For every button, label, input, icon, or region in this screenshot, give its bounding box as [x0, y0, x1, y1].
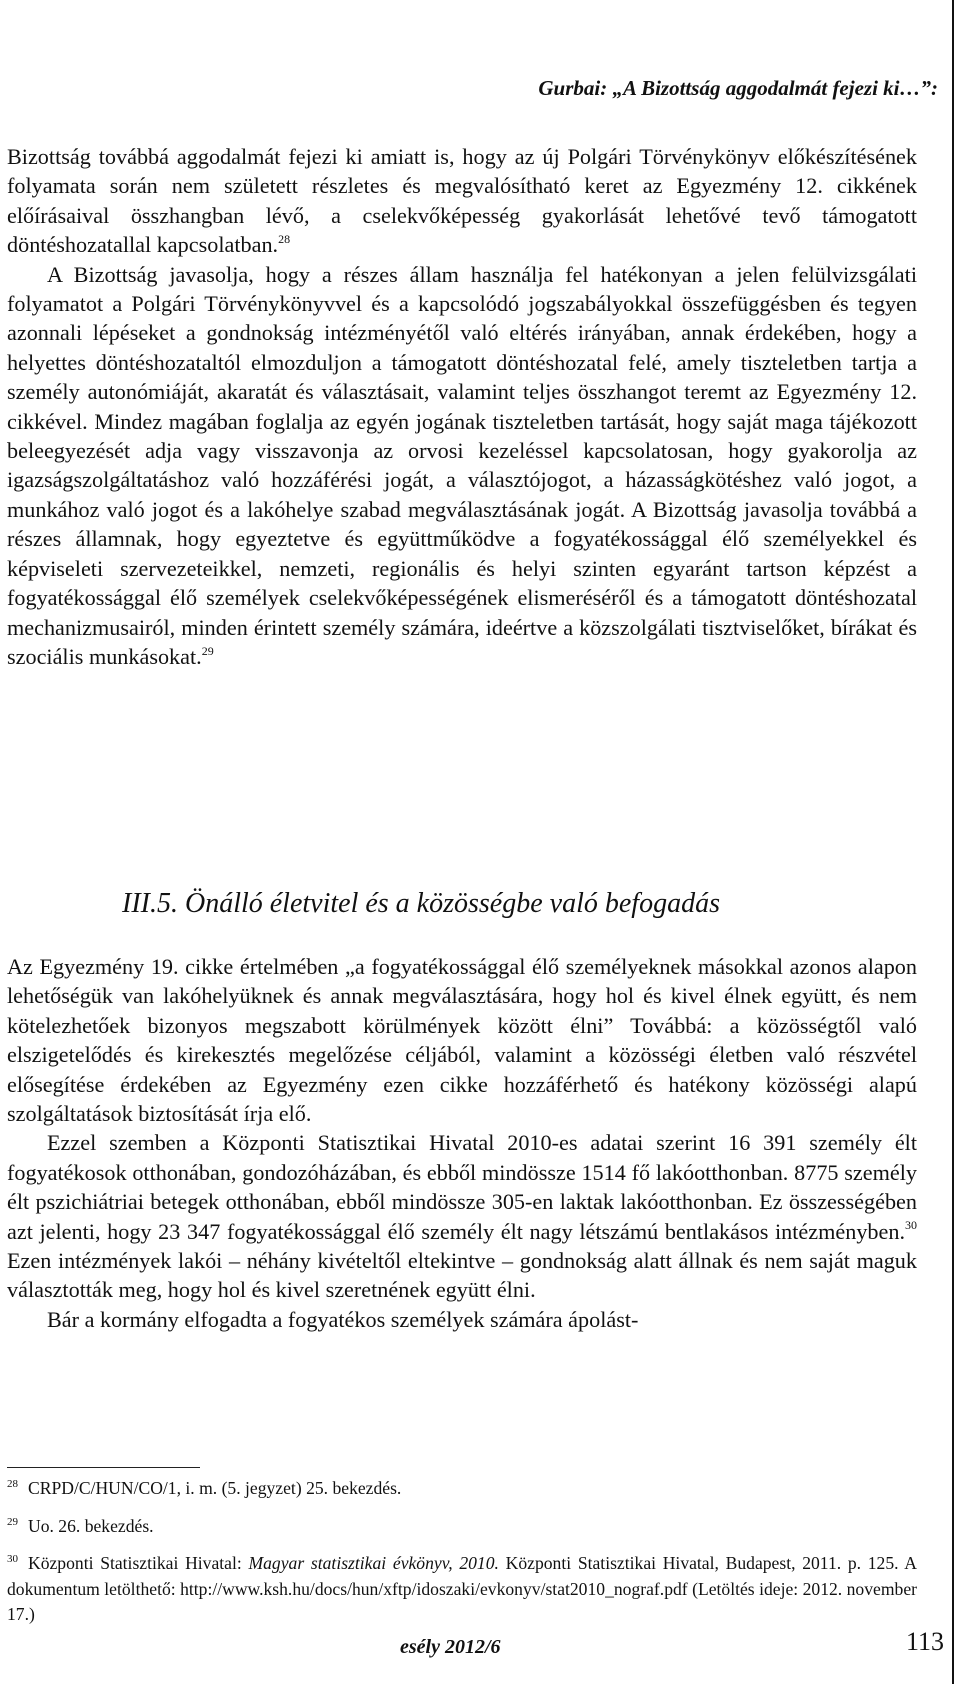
- page-number: 113: [905, 1627, 944, 1656]
- text-block-upper: [7, 142, 917, 671]
- footnote-number: 29: [7, 1515, 18, 1528]
- footnotes: [7, 1476, 917, 1640]
- footnote-text: Uo. 26. bekezdés.: [28, 1515, 154, 1536]
- paragraph: [7, 142, 917, 260]
- section-heading: III.5. Önálló életvitel és a közösségbe való befogadás: [122, 888, 720, 919]
- journal-footer: esély 2012/6: [400, 1636, 501, 1658]
- footnote-title: Magyar statisztikai évkönyv, 2010.: [248, 1553, 499, 1573]
- paragraph-text: Bizottság továbbá aggodalmát fejezi ki amiatt is, hogy az új Polgári Törvénykönyv előkészítésének folyamata során nem született részletes és megvalósítható keret az Egyezmény 12. cikkének előírásaival összhangban lévő, a cselekvőképesség gyakorlását lehetővé tevő támogatott döntéshozatallal kapcsolatban.: [7, 144, 917, 258]
- footnote-ref[interactable]: 29: [201, 643, 214, 658]
- footnote-text: Központi Statisztikai Hivatal:: [28, 1553, 249, 1573]
- footnote: [7, 1551, 917, 1628]
- footnote-text: CRPD/C/HUN/CO/1, i. m. (5. jegyzet) 25. bekezdés.: [28, 1478, 402, 1498]
- footnote-ref[interactable]: 28: [278, 231, 291, 246]
- footnote-ref[interactable]: 30: [905, 1218, 917, 1233]
- text-block-lower: [7, 952, 917, 1334]
- paragraph: [7, 260, 917, 672]
- running-head: Gurbai: „A Bizottság aggodalmát fejezi ki…”:: [538, 76, 938, 100]
- paragraph: [7, 952, 917, 1128]
- paragraph: [7, 1305, 917, 1334]
- footnote-number: 30: [7, 1553, 18, 1566]
- paragraph-text: Az Egyezmény 19. cikke értelmében „a fogyatékossággal élő személyeknek másokkal azonos alapon lehetőségük van lakóhelyüknek és annak megválasztására, hogy hol és kivel élnek együtt, és nem kötelezhetőek bizonyos megszabott körülmények között élni” Továbbá: a közösségtől való elszigetelődés és kirekesztés megelőzése céljából, valamint a közösségi életben való részvétel elősegítése érdekében az Egyezmény ezen cikke hozzáférhető és hatékony közösségi alapú szolgáltatások biztosítását írja elő.: [7, 954, 917, 1127]
- footnote: [7, 1514, 917, 1540]
- footnote-text: Központi Statisztikai Hivatal, Budapest, 2011. p. 125. A dokumentum letölthető: http://www.ksh.hu/docs/hun/xftp/idoszaki/evkonyv/stat2010_nograf.pdf (Letöltés ideje: 2012. november 17.): [7, 1553, 918, 1624]
- footnote-separator: [7, 1467, 200, 1468]
- footnote-number: 28: [7, 1478, 18, 1491]
- paragraph-text: Ezzel szemben a Központi Statisztikai Hivatal 2010-es adatai szerint 16 391 személy élt fogyatékosok otthonában, gondozóházában, és ebből mindössze 1514 fő lakóotthonban. 8775 személy élt pszichiátriai betegek otthonában, ebből mindössze 305-en laktak lakóotthonban. Ez összességében azt jelenti, hogy 23 347 fogyatékossággal élő személy élt nagy létszámú bentlakásos intézményben.: [7, 1130, 917, 1244]
- paragraph-text: Ezen intézmények lakói – néhány kivételtől eltekintve – gondnokság alatt állnak és nem saját maguk választották meg, hogy hol és kivel szeretnének együtt élni.: [7, 1248, 917, 1303]
- paragraph-text: A Bizottság javasolja, hogy a részes állam használja fel hatékonyan a jelen felülvizsgálati folyamatot a Polgári Törvénykönyvvel és a kapcsolódó jogszabályokkal összefüggésben és tegyen azonnali lépéseket a gondnokság intézményétől való eltérés irányában, annak érdekében, hogy a helyettes döntéshozataltól elmozduljon a támogatott döntéshozatal felé, amely tiszteletben tartja a személy autonómiáját, akaratát és választásait, valamint teljes összhangot teremt az Egyezmény 12. cikkével. Mindez magában foglalja az egyén jogának tiszteletben tartását, hogy saját maga tájékozott beleegyezését adja vagy visszavonja az orvosi kezeléssel kapcsolatosan, hogy gyakorolja az igazságszolgáltatáshoz való hozzáférési jogát, a választójogot, a házasságkötéshez való jogot, a munkához való jogot és a lakóhelye szabad megválasztásának jogát. A Bizottság javasolja továbbá a részes államnak, hogy egyeztetve és együttműködve a fogyatékossággal élő személyekkel és képviseleti szervezeteikkel, nemzeti, regionális és helyi szinten egyaránt tartson képzést a fogyatékossággal élő személyek cselekvőképességének elismeréséről és a támogatott döntéshozatal mechanizmusairól, minden érintett személy számára, ideértve a közszolgálati tisztviselőket, bírákat és szociális munkásokat.: [7, 261, 917, 669]
- page-edge-rule: [952, 0, 954, 1684]
- paragraph: [7, 1128, 917, 1304]
- paragraph-text: Bár a kormány elfogadta a fogyatékos személyek számára ápolást-: [47, 1306, 639, 1332]
- footnote: [7, 1476, 917, 1502]
